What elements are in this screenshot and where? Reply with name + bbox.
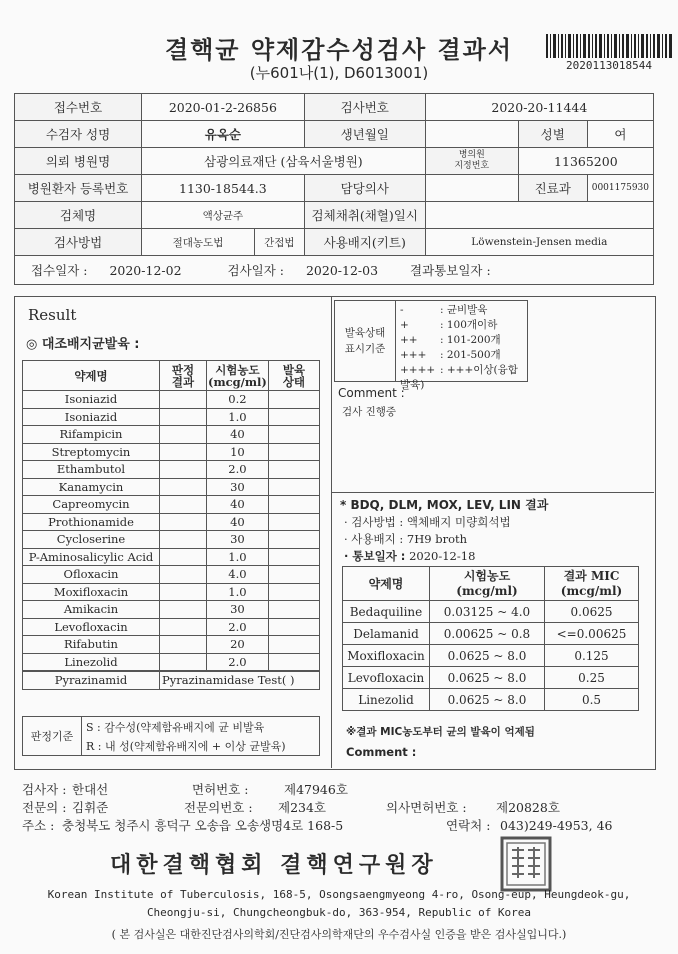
drug-growth (268, 513, 319, 531)
mic-result: 0.25 (545, 667, 639, 689)
drug-growth (268, 478, 319, 496)
drug-name: Isoniazid (23, 391, 160, 409)
drug-concentration: 40 (207, 426, 269, 444)
col-growth-line1: 발육 (282, 362, 306, 377)
growth-symbol: +++ (400, 349, 427, 361)
drug-row (23, 408, 320, 426)
drug-name: Ofloxacin (23, 566, 160, 584)
bdq-comment-label: Comment : (346, 745, 417, 759)
drug-growth (268, 443, 319, 461)
doc-license-no: 제20828호 (496, 800, 560, 815)
bdq-heading: * BDQ, DLM, MOX, LEV, LIN 결과 (340, 498, 549, 512)
drug-concentration: 2.0 (207, 461, 269, 479)
col-drug-name: 약제명 (23, 361, 160, 391)
drug-concentration: 1.0 (207, 548, 269, 566)
test-date: 2020-12-03 (305, 263, 379, 278)
receipt-date: 2020-12-02 (109, 263, 182, 278)
drug-name: Moxifloxacin (23, 583, 160, 601)
drug-concentration: 1.0 (207, 408, 269, 426)
drug-concentration: 10 (207, 443, 269, 461)
drug-judge (160, 566, 207, 584)
method-value-2: 간접법 (255, 229, 305, 256)
drug-judge (160, 531, 207, 549)
growth-symbol: + (400, 319, 409, 331)
mic-note: ※결과 MIC농도부터 균의 발육이 억제됨 (346, 726, 535, 738)
hospital-label: 의뢰 병원명 (15, 148, 142, 175)
criteria-label: 판정기준 (23, 717, 82, 756)
mic-result: 0.125 (545, 645, 639, 667)
bdq-method: · 검사방법 : 액체배지 미량희석법 (344, 515, 511, 529)
birth-label: 생년월일 (304, 121, 425, 148)
col-judge-line2: 결과 (171, 374, 195, 389)
mic-drug-name: Delamanid (343, 623, 430, 645)
mic-col-conc (430, 567, 545, 601)
medium-label: 사용배지(키트) (304, 229, 425, 256)
drug-growth (268, 601, 319, 619)
license-no: 제47946호 (284, 782, 348, 797)
footer-row-2 (22, 798, 560, 816)
doctor-label: 담당의사 (304, 175, 425, 202)
test-no-label: 검사번호 (304, 94, 425, 121)
contact: 043)249-4953, 46 (500, 818, 613, 833)
patient-name-label: 수검자 성명 (15, 121, 142, 148)
certification-note: ( 본 검사실은 대한진단검사의학회/진단검사의학재단의 우수검사실 인증을 받은 검사실입니다.) (111, 928, 567, 941)
drug-row (23, 531, 320, 549)
tester-label: 검사자 : (22, 782, 67, 797)
address: 충청북도 청주시 흥덕구 오송읍 오송생명4로 168-5 (62, 818, 344, 833)
result-divider (331, 296, 332, 768)
drug-row (23, 426, 320, 444)
drug-judge (160, 426, 207, 444)
drug-name: Capreomycin (23, 496, 160, 514)
mic-range: 0.0625 ~ 8.0 (430, 689, 545, 711)
growth-legend (334, 300, 528, 391)
mic-range: 0.00625 ~ 0.8 (430, 623, 545, 645)
drug-row (23, 601, 320, 619)
drug-row (23, 461, 320, 479)
growth-comment: 검사 진행중 (342, 406, 397, 418)
col-judge-line1: 판정 (171, 362, 195, 377)
criteria-box (22, 716, 320, 756)
criteria-s: S : 감수성(약제함유배지에 균 비발육 (82, 717, 320, 737)
drug-growth (268, 496, 319, 514)
receipt-no: 2020-01-2-26856 (142, 94, 305, 121)
drug-growth (268, 653, 319, 671)
growth-legend-label (335, 301, 396, 382)
drug-judge (160, 513, 207, 531)
drug-judge (160, 478, 207, 496)
mic-row (343, 689, 639, 711)
drug-concentration: 30 (207, 478, 269, 496)
col-judge (160, 361, 207, 391)
bdq-notify (344, 548, 475, 564)
drug-row (23, 391, 320, 409)
mic-drug-name: Linezolid (343, 689, 430, 711)
drug-name: Rifabutin (23, 636, 160, 654)
specimen-value: 액상균주 (142, 202, 305, 229)
growth-symbol: ++ (400, 334, 418, 346)
drug-row (23, 478, 320, 496)
drug-name: Isoniazid (23, 408, 160, 426)
drug-name: Kanamycin (23, 478, 160, 496)
drug-row (23, 496, 320, 514)
hospital-name: 삼광의료재단 (삼육서울병원) (142, 148, 426, 175)
drug-concentration: 4.0 (207, 566, 269, 584)
address-label: 주소 : (22, 818, 55, 833)
dept-value: 0001175930 (587, 175, 653, 202)
mic-row (343, 623, 639, 645)
drug-judge (160, 583, 207, 601)
sex-label: 성별 (518, 121, 587, 148)
hospital-code-label (425, 148, 518, 175)
medium-value: Löwenstein-Jensen media (425, 229, 653, 256)
test-no: 2020-20-11444 (425, 94, 653, 121)
mic-col-conc-line1: 시험농도 (463, 568, 511, 583)
growth-legend-row (400, 302, 523, 317)
drug-row (23, 566, 320, 584)
mic-result: 0.0625 (545, 601, 639, 623)
drug-growth (268, 566, 319, 584)
mic-col-drug: 약제명 (343, 567, 430, 601)
barcode (546, 34, 672, 58)
drug-row (23, 443, 320, 461)
drug-row (23, 548, 320, 566)
col-growth (268, 361, 319, 391)
footer-row-3 (22, 816, 612, 834)
notify-date-label: 결과통보일자 : (410, 263, 491, 278)
specialist-label: 전문의 : (22, 800, 67, 815)
growth-symbol: ++++ (400, 364, 436, 376)
patient-info-table (14, 93, 654, 285)
growth-label-line2: 표시기준 (344, 343, 386, 355)
drug-row (23, 653, 320, 671)
mic-col-result (545, 567, 639, 601)
drug-concentration: 30 (207, 531, 269, 549)
drug-growth (268, 583, 319, 601)
drug-name: P-Aminosalicylic Acid (23, 548, 160, 566)
drug-growth (268, 391, 319, 409)
reg-no: 1130-18544.3 (142, 175, 305, 202)
drug-concentration: 40 (207, 513, 269, 531)
growth-symbol: - (400, 304, 404, 316)
barcode-number: 2020113018544 (565, 59, 653, 72)
drug-judge (160, 618, 207, 636)
reg-no-label: 병원환자 등록번호 (15, 175, 142, 202)
mic-row (343, 645, 639, 667)
growth-desc: : 균비발육 (440, 304, 488, 316)
specialist-name: 김휘준 (72, 800, 109, 815)
drug-name: Rifampicin (23, 426, 160, 444)
footer-row-1 (22, 780, 348, 798)
document-title: 결핵균 약제감수성검사 결과서 (164, 36, 514, 64)
drug-concentration: 20 (207, 636, 269, 654)
mic-col-result-line1: 결과 MIC (563, 568, 620, 583)
col-conc-line2: (mcg/ml) (208, 374, 267, 389)
pza-name: Pyrazinamid (23, 671, 160, 689)
drug-judge (160, 496, 207, 514)
mic-result: <=0.00625 (545, 623, 639, 645)
org-address-en-1: Korean Institute of Tuberculosis, 168-5, Osongsaengmyeong 4-ro, Osong-eup, Heungdeok-gu, (47, 888, 631, 901)
col-conc-line1: 시험농도 (215, 362, 260, 377)
drug-susceptibility-table (22, 360, 320, 690)
collect-value (425, 202, 653, 229)
method-label: 검사방법 (15, 229, 142, 256)
growth-legend-rows (396, 301, 528, 391)
drug-growth (268, 636, 319, 654)
spec-no-label: 전문의번호 : (184, 800, 253, 815)
mic-drug-name: Bedaquiline (343, 601, 430, 623)
org-address-en-2: Cheongju-si, Chungcheongbuk-do, 363-954, Republic of Korea (146, 906, 532, 919)
drug-concentration: 2.0 (207, 618, 269, 636)
drug-name: Amikacin (23, 601, 160, 619)
drug-judge (160, 653, 207, 671)
drug-concentration: 30 (207, 601, 269, 619)
drug-judge (160, 391, 207, 409)
growth-legend-row (400, 332, 523, 347)
drug-growth (268, 408, 319, 426)
drug-concentration: 2.0 (207, 653, 269, 671)
document-code: (누601나(1), D6013001) (249, 64, 429, 82)
drug-growth (268, 531, 319, 549)
drug-growth (268, 461, 319, 479)
growth-desc: : +++이상(융합발육) (400, 364, 518, 391)
spec-no: 제234호 (278, 800, 327, 815)
control-growth-label: ◎ 대조배지균발육 : (26, 337, 140, 352)
drug-name: Streptomycin (23, 443, 160, 461)
mic-col-conc-line2: (mcg/ml) (456, 583, 518, 598)
tester-name: 한대선 (72, 782, 109, 797)
birth-value (425, 121, 518, 148)
drug-name: Ethambutol (23, 461, 160, 479)
drug-growth (268, 548, 319, 566)
drug-name: Cycloserine (23, 531, 160, 549)
official-seal-icon (500, 836, 552, 892)
growth-desc: : 201-500개 (440, 349, 501, 361)
doctor-value (425, 175, 518, 202)
test-date-label: 검사일자 : (227, 263, 284, 278)
license-label: 면허번호 : (192, 782, 249, 797)
method-value: 절대농도법 (142, 229, 255, 256)
result-heading: Result (28, 306, 77, 324)
drug-judge (160, 548, 207, 566)
growth-legend-row (400, 317, 523, 332)
growth-label-line1: 발육상태 (344, 327, 386, 339)
sex-value: 여 (587, 121, 653, 148)
mic-range: 0.0625 ~ 8.0 (430, 645, 545, 667)
drug-judge (160, 461, 207, 479)
dept-label: 진료과 (518, 175, 587, 202)
pza-test: Pyrazinamidase Test( ) (160, 671, 320, 689)
dates-row (15, 256, 654, 285)
growth-comment-label: Comment : (338, 386, 405, 400)
drug-concentration: 1.0 (207, 583, 269, 601)
collect-label: 검체채취(채혈)일시 (304, 202, 425, 229)
drug-row (23, 513, 320, 531)
drug-name: Prothionamide (23, 513, 160, 531)
org-name: 대한결핵협회 결핵연구원장 (110, 853, 438, 878)
growth-legend-row (400, 347, 523, 362)
drug-row (23, 618, 320, 636)
mic-result: 0.5 (545, 689, 639, 711)
mic-row (343, 601, 639, 623)
mic-drug-name: Moxifloxacin (343, 645, 430, 667)
bdq-medium: · 사용배지 : 7H9 broth (344, 532, 468, 546)
mic-row (343, 667, 639, 689)
drug-concentration: 40 (207, 496, 269, 514)
contact-label: 연락처 : (446, 818, 491, 833)
mic-drug-name: Levofloxacin (343, 667, 430, 689)
mic-range: 0.03125 ~ 4.0 (430, 601, 545, 623)
criteria-r: R : 내 성(약제함유배지에 + 이상 균발육) (82, 736, 320, 756)
mic-range: 0.0625 ~ 8.0 (430, 667, 545, 689)
drug-name: Linezolid (23, 653, 160, 671)
drug-growth (268, 618, 319, 636)
mic-col-result-line2: (mcg/ml) (560, 583, 623, 598)
growth-legend-row (400, 362, 523, 391)
drug-judge (160, 443, 207, 461)
drug-name: Levofloxacin (23, 618, 160, 636)
hospital-code-label-line2: 지정번호 (454, 161, 490, 171)
hospital-code: 11365200 (518, 148, 653, 175)
drug-concentration: 0.2 (207, 391, 269, 409)
drug-judge (160, 408, 207, 426)
col-growth-line2: 상태 (282, 374, 306, 389)
drug-row (23, 583, 320, 601)
drug-growth (268, 426, 319, 444)
specimen-label: 검체명 (15, 202, 142, 229)
mic-table (342, 566, 639, 711)
doc-license-label: 의사면허번호 : (386, 800, 467, 815)
drug-judge (160, 636, 207, 654)
bdq-divider (331, 492, 654, 493)
bdq-notify-label: · 통보일자 : (344, 549, 406, 563)
drug-row (23, 636, 320, 654)
bdq-notify-date: 2020-12-18 (409, 549, 476, 563)
receipt-date-label: 접수일자 : (30, 263, 88, 278)
patient-name: 유옥순 (142, 121, 305, 148)
growth-desc: : 101-200개 (440, 334, 501, 346)
col-conc (207, 361, 269, 391)
drug-judge (160, 601, 207, 619)
receipt-no-label: 접수번호 (15, 94, 142, 121)
hospital-code-label-line1: 병의원 (458, 150, 485, 160)
growth-desc: : 100개이하 (440, 319, 498, 331)
